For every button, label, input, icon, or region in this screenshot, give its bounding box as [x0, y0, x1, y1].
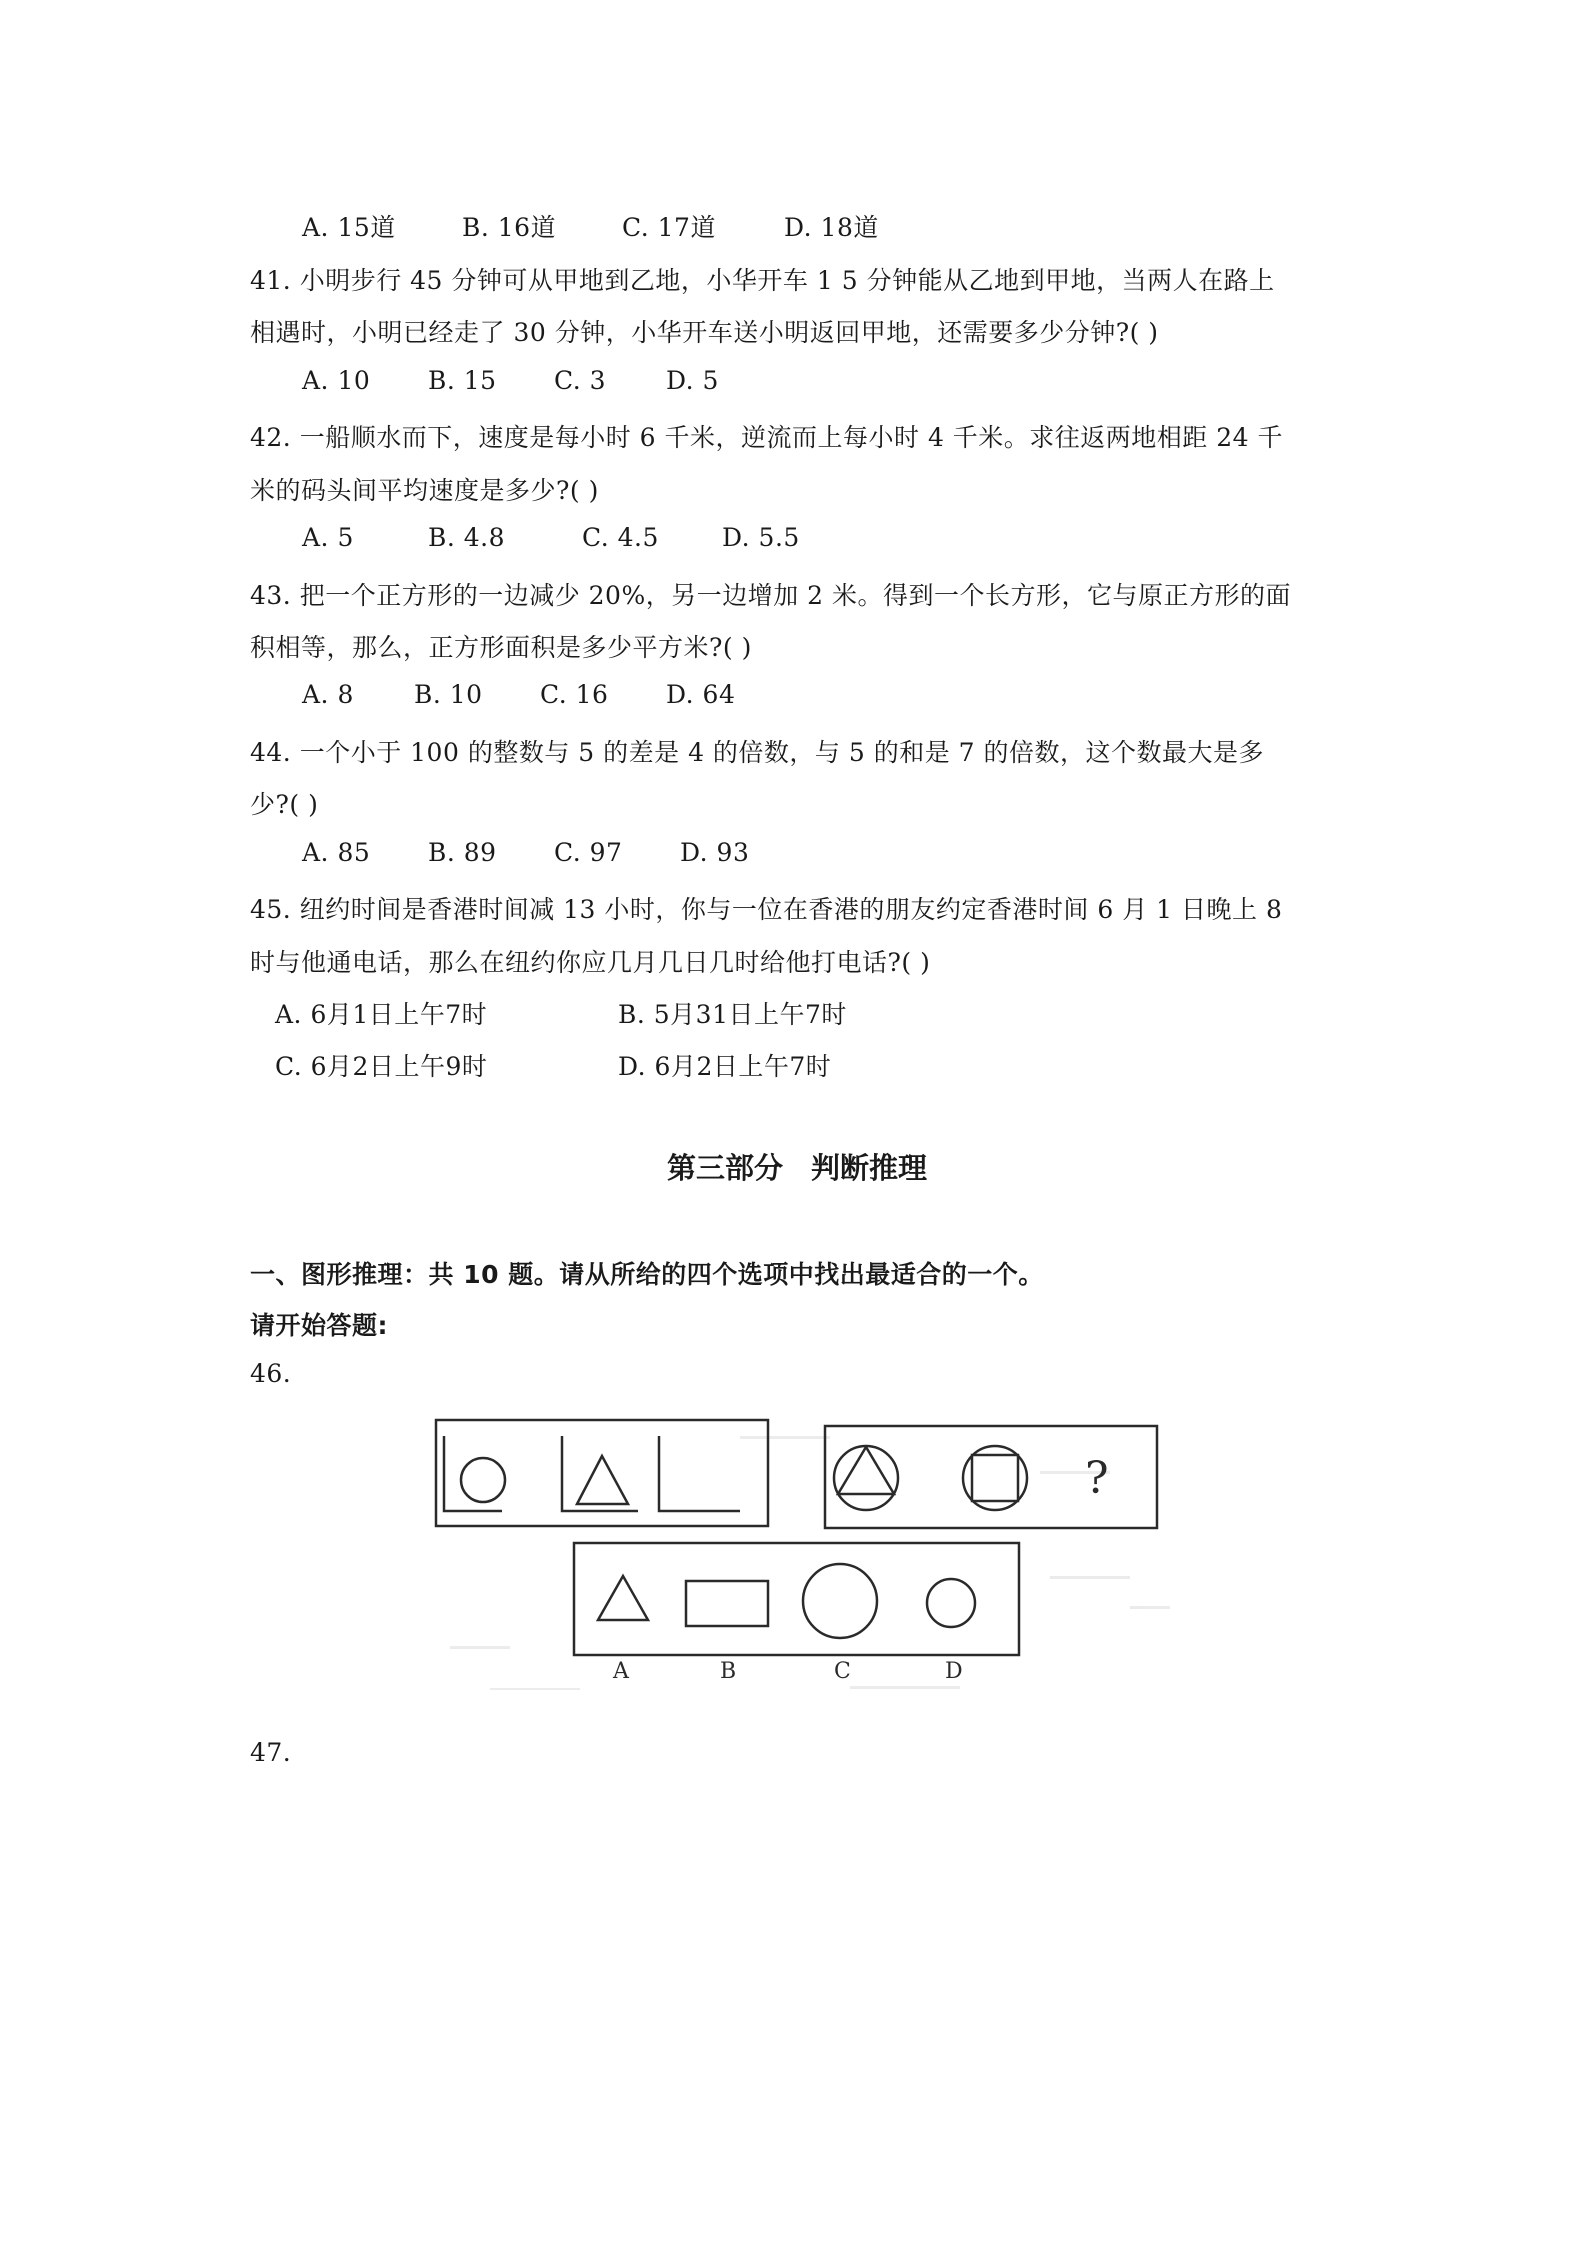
q41-text-line1: 41. 小明步行 45 分钟可从甲地到乙地，小华开车 1 5 分钟能从乙地到甲地，当两人在路上 — [250, 266, 1275, 295]
q45-option-a: A. 6月1日上午7时 — [275, 1000, 488, 1029]
q44-option-c: C. 97 — [554, 838, 623, 867]
q46-number: 46. — [250, 1359, 292, 1388]
q41-option-a: A. 10 — [302, 366, 371, 395]
section-title: 第三部分 判断推理 — [666, 1151, 928, 1185]
q40-option-d: D. 18道 — [784, 213, 879, 242]
figure-box-right — [825, 1426, 1157, 1528]
q45-option-c: C. 6月2日上午9时 — [275, 1052, 488, 1081]
option-d-circle — [927, 1579, 975, 1627]
q42-option-d: D. 5.5 — [722, 523, 800, 552]
option-c-circle — [803, 1564, 877, 1638]
option-a-triangle — [598, 1576, 648, 1620]
q45-text-line1: 45. 纽约时间是香港时间减 13 小时，你与一位在香港的朋友约定香港时间 6 月 1 日晚上 8 — [250, 895, 1283, 924]
q44-option-b: B. 89 — [428, 838, 497, 867]
q43-text-line1: 43. 把一个正方形的一边减少 20%，另一边增加 2 米。得到一个长方形，它与原正方形的面 — [250, 581, 1292, 610]
q41-option-c: C. 3 — [554, 366, 607, 395]
q43-option-d: D. 64 — [666, 680, 736, 709]
option-b-letter: B — [720, 1659, 737, 1684]
q41-option-b: B. 15 — [428, 366, 497, 395]
q43-option-c: C. 16 — [540, 680, 609, 709]
q41-option-d: D. 5 — [666, 366, 719, 395]
q42-option-b: B. 4.8 — [428, 523, 506, 552]
q43-options — [302, 680, 735, 709]
q40-options — [302, 208, 879, 244]
q45-options-row1 — [275, 995, 847, 1031]
q43-text-line2: 积相等，那么，正方形面积是多少平方米?( ) — [250, 633, 752, 662]
q42-option-a: A. 5 — [302, 523, 354, 552]
option-d-letter: D — [945, 1659, 963, 1684]
q40-option-b: B. 16道 — [462, 213, 557, 242]
q43-option-b: B. 10 — [414, 680, 483, 709]
q42-text-line1: 42. 一船顺水而下，速度是每小时 6 千米，逆流而上每小时 4 千米。求往返两地相距 24 千 — [250, 423, 1284, 452]
q42-text-line2: 米的码头间平均速度是多少?( ) — [250, 476, 599, 505]
figure-box-left — [436, 1420, 768, 1526]
figure-options-box — [574, 1543, 1019, 1655]
start-prompt: 请开始答题: — [250, 1311, 388, 1340]
scan-noise — [450, 1436, 1170, 1690]
option-b-square — [686, 1581, 768, 1626]
q44-options — [302, 838, 749, 867]
q46-figure — [430, 1416, 1175, 1716]
q44-text-line1: 44. 一个小于 100 的整数与 5 的差是 4 的倍数，与 5 的和是 7 的倍数，这个数最大是多 — [250, 738, 1265, 767]
q45-option-d: D. 6月2日上午7时 — [618, 1052, 832, 1081]
q42-options — [302, 523, 800, 552]
q44-option-d: D. 93 — [680, 838, 750, 867]
question-mark: ? — [1085, 1453, 1109, 1504]
q44-text-line2: 少?( ) — [250, 790, 319, 819]
option-c-letter: C — [834, 1659, 851, 1684]
option-a-letter: A — [613, 1659, 629, 1684]
q42-option-c: C. 4.5 — [582, 523, 659, 552]
q45-option-b: B. 5月31日上午7时 — [618, 1000, 847, 1029]
q40-option-c: C. 17道 — [622, 213, 716, 242]
subsection-heading: 一、图形推理：共 10 题。请从所给的四个选项中找出最适合的一个。 — [250, 1260, 1044, 1289]
q40-option-a: A. 15道 — [302, 213, 396, 242]
q43-option-a: A. 8 — [302, 680, 354, 709]
q41-options — [302, 366, 719, 395]
q44-option-a: A. 85 — [302, 838, 371, 867]
q41-text-line2: 相遇时，小明已经走了 30 分钟，小华开车送小明返回甲地，还需要多少分钟?( ) — [250, 318, 1159, 347]
q45-text-line2: 时与他通电话，那么在纽约你应几月几日几时给他打电话?( ) — [250, 948, 931, 977]
q45-options-row2 — [275, 1047, 831, 1083]
q47-number: 47. — [250, 1738, 292, 1767]
